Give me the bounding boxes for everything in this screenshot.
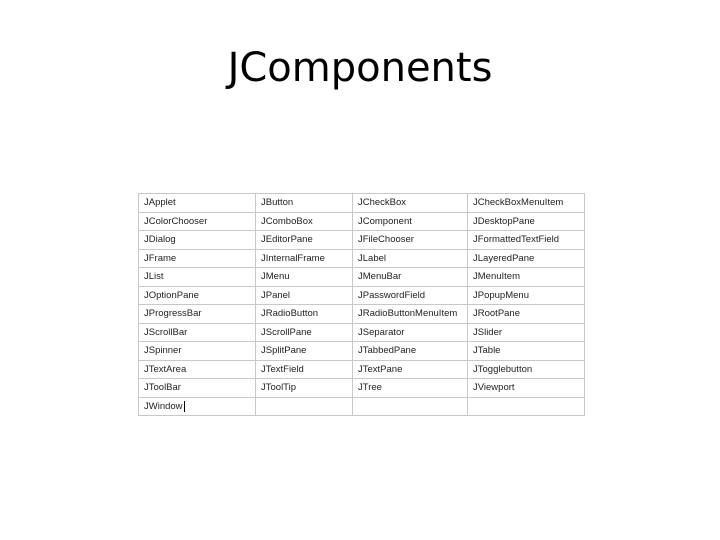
table-cell: JFormattedTextField — [468, 231, 585, 250]
table-cell: JSpinner — [139, 342, 256, 361]
table-cell: JPasswordField — [353, 286, 468, 305]
table-cell: JMenu — [256, 268, 353, 287]
table-cell: JButton — [256, 194, 353, 213]
table-row — [139, 231, 585, 250]
table-row — [139, 212, 585, 231]
table-cell: JList — [139, 268, 256, 287]
table-cell: JPopupMenu — [468, 286, 585, 305]
table-cell: JComboBox — [256, 212, 353, 231]
table-cell: JScrollPane — [256, 323, 353, 342]
table-row — [139, 342, 585, 361]
table-cell: JTable — [468, 342, 585, 361]
table-cell: JOptionPane — [139, 286, 256, 305]
table-cell: JSeparator — [353, 323, 468, 342]
table-row — [139, 360, 585, 379]
text-cursor — [184, 401, 185, 412]
table-cell: JCheckBoxMenuItem — [468, 194, 585, 213]
table-row — [139, 286, 585, 305]
table-cell-text: JWindow — [144, 400, 183, 412]
table-cell-editing[interactable] — [139, 397, 256, 416]
table-cell: JInternalFrame — [256, 249, 353, 268]
table-cell: JEditorPane — [256, 231, 353, 250]
table-row — [139, 305, 585, 324]
table-cell: JLayeredPane — [468, 249, 585, 268]
table-cell: JLabel — [353, 249, 468, 268]
table-row — [139, 397, 585, 416]
table-cell: JMenuBar — [353, 268, 468, 287]
table-cell: JTextArea — [139, 360, 256, 379]
table-row — [139, 323, 585, 342]
table-cell: JPanel — [256, 286, 353, 305]
table-cell: JTree — [353, 379, 468, 398]
table-cell: JMenuItem — [468, 268, 585, 287]
table-cell: JColorChooser — [139, 212, 256, 231]
table-row — [139, 379, 585, 398]
table-cell: JApplet — [139, 194, 256, 213]
table-cell — [468, 397, 585, 416]
table-row — [139, 194, 585, 213]
table-cell: JSlider — [468, 323, 585, 342]
table-cell: JProgressBar — [139, 305, 256, 324]
table-cell: JComponent — [353, 212, 468, 231]
table-cell: JFrame — [139, 249, 256, 268]
table-cell: JToolTip — [256, 379, 353, 398]
table-cell: JScrollBar — [139, 323, 256, 342]
components-table — [138, 193, 585, 416]
table-row — [139, 268, 585, 287]
table-cell — [256, 397, 353, 416]
table-cell: JRadioButtonMenuItem — [353, 305, 468, 324]
table-cell: JFileChooser — [353, 231, 468, 250]
table-cell: JToolBar — [139, 379, 256, 398]
table-cell: JRootPane — [468, 305, 585, 324]
table-cell: JTextField — [256, 360, 353, 379]
slide-title: JComponents — [227, 45, 493, 91]
table-cell: JTextPane — [353, 360, 468, 379]
table-cell: JViewport — [468, 379, 585, 398]
table-cell: JSplitPane — [256, 342, 353, 361]
table-cell: JRadioButton — [256, 305, 353, 324]
table-cell: JCheckBox — [353, 194, 468, 213]
table-cell: JDialog — [139, 231, 256, 250]
table-cell: JDesktopPane — [468, 212, 585, 231]
table-cell — [353, 397, 468, 416]
table-row — [139, 249, 585, 268]
table-cell: JTabbedPane — [353, 342, 468, 361]
table-cell: JTogglebutton — [468, 360, 585, 379]
